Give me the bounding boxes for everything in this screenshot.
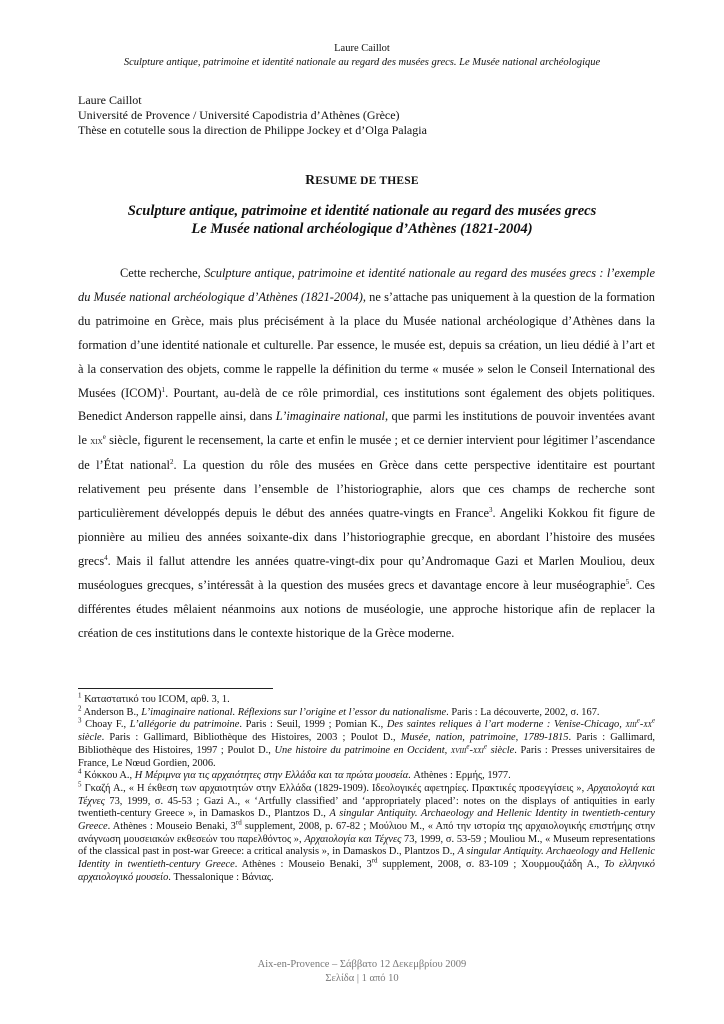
author-block — [78, 93, 668, 138]
text-run: , que parmi les institutions de pouvoir inventées avant le — [78, 409, 655, 448]
footnote-number: 2 — [78, 704, 82, 713]
footnote-text: Καταστατικό του ICOM, αρθ. 3, 1. — [84, 694, 230, 705]
text-run: Des saintes reliques à l’art moderne : Venise-Chicago, — [386, 719, 626, 731]
text-run-italic: Sculpture antique, patrimoine et identité nationale au regard des musées grecs : l’exemple du Musée national archéologique d’Athènes (1821-2004) — [78, 266, 655, 304]
footnote-separator — [78, 688, 273, 689]
running-header-title: Sculpture antique, patrimoine et identité nationale au regard des musées grecs. Le Musée national archéologique — [123, 57, 601, 68]
text-run: . Athènes : Mouseio Benaki, 3 — [234, 859, 372, 871]
text-run: . La question du rôle des musées en Grèce dans cette perspective identitaire est pourtant relativement peu présente dans l’ensemble de l’historiographie, alors que ces champs de recherche sont particulièrement développés depuis le début des années quatre-vingts en France — [78, 458, 656, 521]
text-run-italic: A singular Antiquity. Archaeology and Hellenic Identity in twentieth-century Greece — [78, 808, 655, 833]
text-run-italic: L’imaginaire national. Réflexions sur l’origine et l’essor du nationalisme — [141, 706, 447, 718]
footnote-number: 5 — [78, 780, 82, 789]
text-run: . Thessalonique : Βάνιας. — [168, 871, 274, 883]
text-run: Choay F., — [85, 719, 130, 731]
text-run: Γκαζή Α., « Η έκθεση των αρχαιοτητών στην Ελλάδα (1829-1909). Ιδεολογικές αφετηρίες. Πρακτικές προσεγγίσεις », — [84, 782, 588, 794]
text-run: siècle, figurent le recensement, la carte et enfin le musée ; et ce dernier intervient pour légitimer l’ascendance de l’État national — [78, 433, 655, 473]
text-run-italic: Αρχαιολογιά και Τέχνες — [78, 782, 656, 807]
text-run: - — [469, 744, 473, 756]
text-run: Une histoire du patrimoine en Occident, — [274, 744, 451, 756]
text-run: - — [639, 719, 644, 731]
text-run-italic — [274, 742, 515, 756]
text-run-italic: L’allégorie du patrimoine — [129, 719, 240, 731]
text-run-italic: A singular Antiquity. Archaeology and Hellenic Identity in twentieth-century Greece — [78, 846, 655, 871]
abstract-paragraph — [78, 262, 655, 646]
thesis-supervision: Thèse en cotutelle sous la direction de Philippe Jockey et d’Olga Palagia — [78, 123, 427, 137]
text-run: . Athènes : Ερμής, 1977. — [408, 770, 511, 782]
text-run: Anderson B., — [83, 706, 142, 718]
text-run: Κόκκου Α., — [84, 770, 135, 782]
ordinal-suffix: rd — [371, 856, 378, 865]
century-suffix: e — [102, 433, 106, 442]
century-suffix: e — [483, 742, 487, 751]
author-affiliation: Université de Provence / Université Capodistria d’Athènes (Grèce) — [78, 108, 400, 122]
page-footer — [0, 958, 724, 986]
author-name: Laure Caillot — [78, 93, 142, 107]
century-numeral: xix — [90, 436, 103, 448]
footnote-2 — [78, 704, 655, 720]
section-heading-rest: ESUME DE THESE — [315, 175, 419, 187]
text-run: . Pourtant, au-delà de ce rôle primordial, ces institutions sont également des objets politiques. Benedict Anderson rappelle ainsi, dans — [78, 385, 656, 424]
thesis-title-line2: Le Musée national archéologique d’Athènes (1821-2004) — [191, 221, 533, 237]
section-heading-initial: R — [305, 172, 316, 187]
text-run: . Paris : Seuil, 1999 ; Pomian K., — [239, 719, 387, 731]
text-run: . Paris : Gallimard, Bibliothèque des Histoires, 1997 ; Poulot D., — [78, 732, 655, 756]
text-run: . Paris : Presses universitaires de France, Le Nœud Gordien, 2006. — [78, 744, 655, 769]
section-heading — [0, 172, 724, 188]
century-suffix: e — [466, 742, 470, 751]
text-run: . Ces différentes études mêlaient néanmoins aux notions de muséologie, une approche historique afin de replacer la création de ces institutions dans le contexte historique de la Grèce moderne. — [78, 577, 655, 640]
century-numeral: xxi — [472, 744, 484, 756]
text-run-italic: L’imaginaire national — [275, 409, 385, 424]
page-number: Σελίδα | 1 από 10 — [325, 973, 399, 984]
text-run: . Mais il fallut attendre les années quatre-vingt-dix pour qu’Andromaque Gazi et Marlen Mouliou, deux muséologues grecques, s’intéressât à la question des musées grecs et davantage encore à leur muséographie — [78, 553, 655, 592]
running-header — [40, 42, 684, 70]
century-numeral: xiii — [625, 719, 637, 731]
footnote-number: 4 — [78, 767, 82, 776]
century-numeral: xx — [643, 719, 652, 731]
footnote-5 — [78, 780, 656, 885]
footnotes — [78, 691, 656, 885]
footnote-4 — [78, 767, 655, 783]
footnote-ref-2[interactable]: 2 — [169, 458, 174, 467]
text-run: supplement, 2008, p. 67-82 ; Μούλιου Μ., « Από την ιστορία της αρχαιολογικής επιστήμης στην ανάγνωση μουσειακών εκθεσεών του παρελθόντος », — [78, 821, 655, 845]
text-run: . Paris : Gallimard, Bibliothèque des Histoires, 2003 ; Poulot D., — [101, 732, 401, 744]
text-run: siècle — [78, 732, 102, 744]
footnote-ref-3[interactable]: 3 — [488, 505, 493, 514]
footnote-3 — [78, 716, 655, 770]
century-suffix: e — [651, 716, 655, 725]
footnote-ref-1[interactable]: 1 — [161, 385, 166, 394]
text-run-italic: Το ελληνικό αρχαιολογικό μουσείο — [78, 859, 655, 883]
text-run: 73, 1999, σ. 53-59 ; Mouliou M., « Museum representations of the classical past in post-war Greece: a critical analysis », in Damaskos D., Plantzos D., — [78, 833, 656, 858]
text-run: . Paris : La découverte, 2002, σ. 167. — [446, 706, 600, 718]
ordinal-suffix: rd — [235, 818, 242, 827]
text-run-italic: Αρχαιολογία και Τέχνες — [304, 833, 402, 845]
thesis-title — [60, 202, 664, 238]
footnote-ref-4[interactable]: 4 — [104, 553, 108, 562]
text-run: Cette recherche, — [120, 266, 205, 280]
footnote-number: 3 — [78, 716, 82, 725]
text-run-italic: Η Μέριμνα για τις αρχαιότητες στην Ελλάδα και τα πρώτα μουσεία — [134, 770, 409, 782]
text-run: siècle — [486, 744, 515, 756]
footnote-number: 1 — [78, 691, 82, 700]
text-run: supplement, 2008, σ. 83-109 ; Χουρμουζιάδη Α., — [377, 859, 605, 871]
running-header-author: Laure Caillot — [334, 43, 390, 54]
century-suffix: e — [636, 716, 640, 725]
text-run: . Angeliki Kokkou fit figure de pionnière au milieu des années soixante-dix dans l’historiographie grecque, en abordant l’histoire des musées grecs — [78, 506, 655, 568]
text-run: 73, 1999, σ. 45-53 ; Gazi A., « ‘Artfully classified’ and ‘appropriately placed’: notes on the displays of antiquities in early twentieth-century Greece », in Damaskos D., Plantzos D., — [78, 795, 655, 820]
text-run: . Athènes : Mouseio Benaki, 3 — [107, 821, 236, 833]
footer-place-date: Aix-en-Provence – Σάββατο 12 Δεκεμβρίου 2009 — [257, 959, 467, 970]
thesis-title-line1: Sculpture antique, patrimoine et identité nationale au regard des musées grecs — [127, 203, 597, 219]
text-run-italic: Musée, nation, patrimoine, 1789-1815 — [400, 732, 569, 744]
century-numeral: xviii — [450, 744, 467, 756]
abstract-body — [78, 262, 655, 646]
text-run: , ne s’attache pas uniquement à la question de la formation du patrimoine en Grèce, mais plus précisément à la place du Musée national archéologique d’Athènes dans la formation d’une identité nationale et culturelle. Par essence, le musée est, depuis sa création, un lieu dédié à l’art et à la conservation des objets, comme le rappelle la définition du terme « musée » selon le Conseil International des Musées (ICOM) — [78, 289, 655, 400]
footnote-ref-5[interactable]: 5 — [625, 577, 630, 586]
footnote-1 — [78, 691, 655, 707]
